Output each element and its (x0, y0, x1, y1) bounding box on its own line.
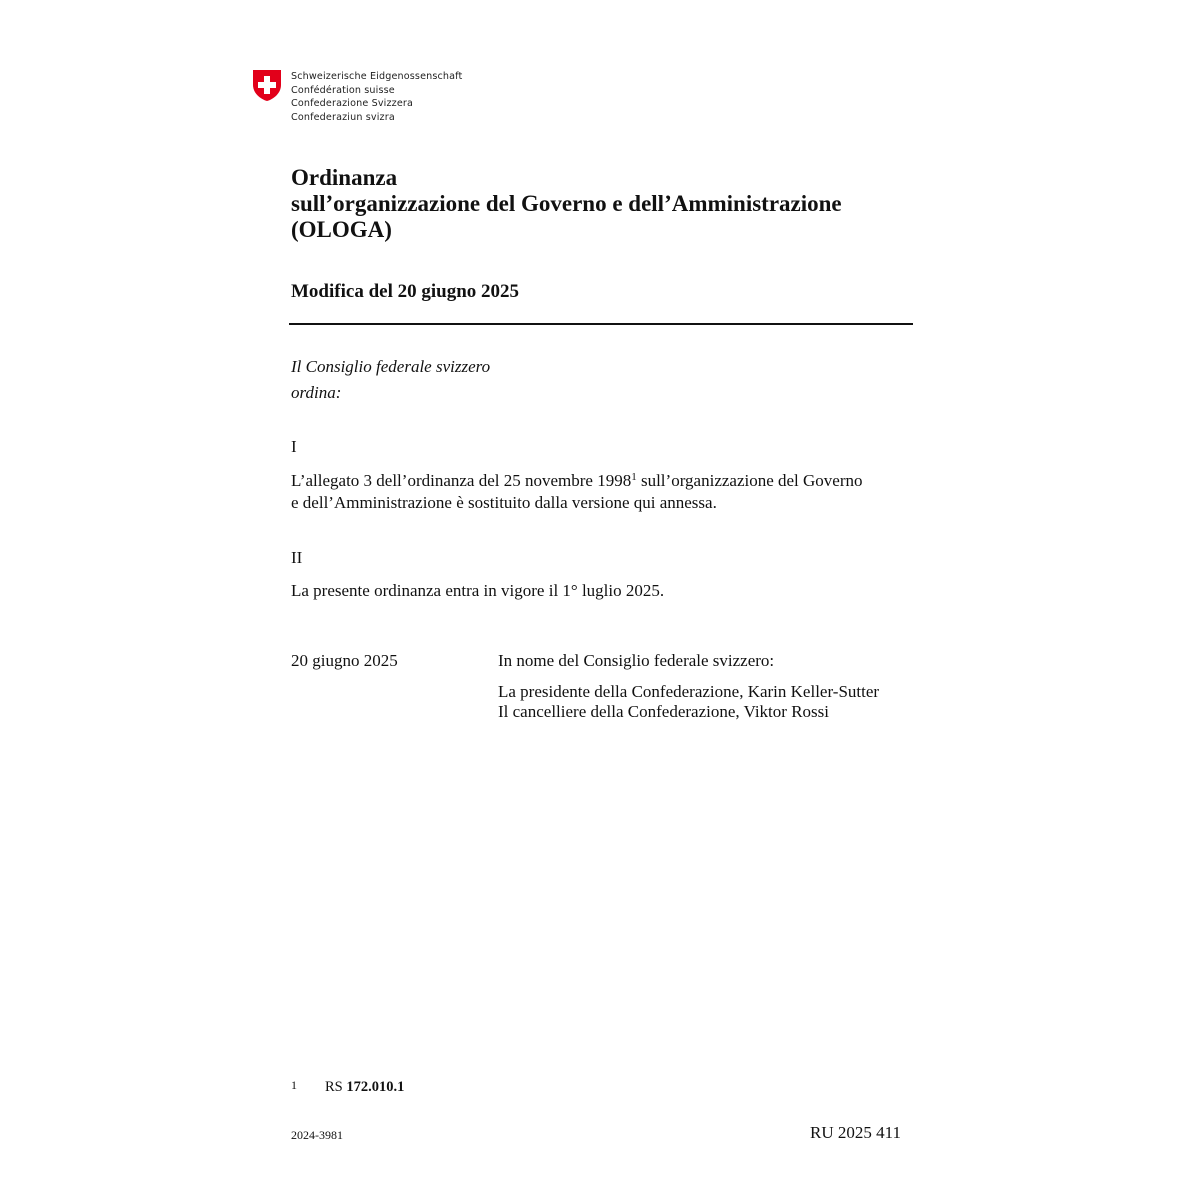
section-1-paragraph (291, 471, 863, 513)
signatory-chancellor: Il cancelliere della Confederazione, Viktor Rossi (498, 702, 829, 721)
org-name-fr: Confédération suisse (291, 84, 395, 96)
org-name-de: Schweizerische Eidgenossenschaft (291, 71, 463, 82)
amendment-subtitle: Modifica del 20 giugno 2025 (291, 281, 520, 302)
cross-horizontal (258, 82, 276, 88)
title-line-3: (OLOGA) (291, 217, 392, 242)
section-numeral-1: I (291, 437, 297, 456)
issuing-authority (291, 354, 490, 406)
footnote-number: 1 (291, 1078, 297, 1092)
issuer-line-2: ordina: (291, 383, 342, 402)
confederation-names (291, 70, 462, 124)
section-1-text-start: L’allegato 3 dell’ordinanza del 25 novembre 1998 (291, 471, 632, 490)
title-line-2: sull’organizzazione del Governo e dell’Amministrazione (291, 191, 842, 216)
title-line-1: Ordinanza (291, 165, 398, 190)
document-title (291, 165, 842, 243)
signature-intro: In nome del Consiglio federale svizzero: (498, 651, 775, 670)
swiss-coat-of-arms-icon (252, 69, 282, 102)
org-name-rm: Confederaziun svizra (291, 111, 395, 123)
section-1-text-end: sull’organizzazione del Governo (636, 471, 863, 490)
official-compilation-reference: RU 2025 411 (810, 1123, 901, 1142)
footnote-sr-number[interactable]: 172.010.1 (346, 1079, 405, 1095)
section-1-line-1 (291, 471, 863, 493)
title-divider (289, 323, 913, 325)
signature-date: 20 giugno 2025 (291, 651, 398, 670)
footnote-reference[interactable]: 1 (631, 471, 637, 483)
document-id: 2024-3981 (291, 1128, 343, 1142)
section-numeral-2: II (291, 548, 303, 567)
issuer-line-1: Il Consiglio federale svizzero (291, 357, 491, 376)
footnote-text (325, 1079, 404, 1096)
section-1-line-2: e dell’Amministrazione è sostituito dalla versione qui annessa. (291, 493, 717, 512)
section-2-paragraph: La presente ordinanza entra in vigore il 1° luglio 2025. (291, 581, 665, 600)
footnote-prefix: RS (325, 1079, 347, 1095)
org-name-it: Confederazione Svizzera (291, 98, 414, 110)
signatory-president: La presidente della Confederazione, Karin Keller-Sutter (498, 682, 880, 701)
